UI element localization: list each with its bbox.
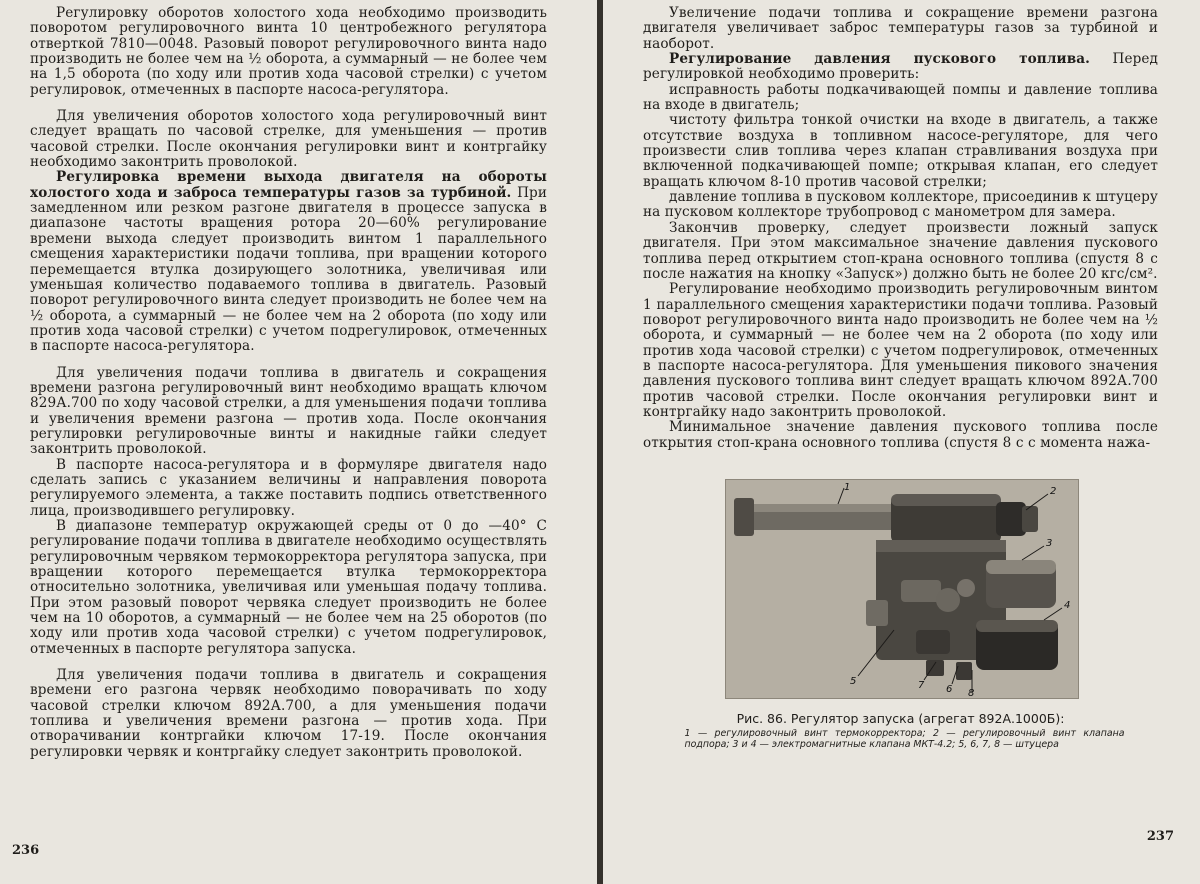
paragraph: Закончив проверку, следует произвести ложный запуск двигателя. При этом максимальное значение давления пускового топлива перед открытием стоп-крана основного топлива (спустя 8 с после нажатия на кнопку «Запуск») должно быть не более 20 кгс/см². [643,219,1158,282]
callout-label: 7 [917,679,924,691]
paragraph: Регулирование необходимо производить регулировочным винтом 1 параллельного смещения характеристики подачи топлива. Разовый поворот регулировочного винта надо производить не более чем на ½ оборота, и суммарный — не более чем на 2 оборота (по ходу или против хода часовой стрелки) с учетом подрегулировок, отмеченных в паспорте насоса-регулятора. Для уменьшения пикового значения давления пускового топлива винт следует вращать ключом 892А.700 против часовой стрелки. После окончания регулировки винт и контргайку надо законтрить проволокой. [643,281,1158,420]
paragraph: чистоту фильтра тонкой очистки на входе в двигатель, а также отсутствие воздуха в топливном насосе-регуляторе, для чего произвести слив топлива через клапан стравливания воздуха при включенной подкачивающей помпе; открывая клапан, его следует вращать ключом 8-10 против часовой стрелки; [643,112,1158,190]
paragraph: Минимальное значение давления пускового топлива после открытия стоп-крана основного топлива (спустя 8 с с момента нажа- [643,419,1158,451]
paragraph: Для увеличения подачи топлива в двигатель и сокращения времени разгона регулировочный винт необходимо вращать ключом 829А.700 по ходу часовой стрелки, а для уменьшения подачи топлива и увеличения времени разгона — против хода. После окончания регулировки регулировочные винты и накидные гайки следует законтрить проволокой. [30,364,547,458]
callout-label: 2 [1049,485,1056,497]
right-page [603,0,1200,884]
callout-label: 4 [1063,599,1070,611]
page-number: 237 [1146,829,1174,844]
callout-label: 3 [1045,537,1052,549]
starter-regulator-illustration [726,480,1078,698]
figure-legend: 1 — регулировочный винт термокорректора; 2 — регулировочный винт клапана подпора; 3 и 4 — электромагнитные клапана МКТ-4.2; 5, 6, 7, 8 — штуцера [684,727,1125,750]
figure-caption: Рис. 86. Регулятор запуска (агрегат 892А.1000Б): [736,710,1065,726]
figure [684,479,1125,750]
paragraph: Увеличение подачи топлива и сокращение времени разгона двигателя увеличивает заброс температуры газов за турбиной и наоборот. [643,5,1158,52]
regulator-photo [725,479,1079,699]
paragraph: Регулировку оборотов холостого хода необходимо производить поворотом регулировочного винта 10 центробежного регулятора отверткой 7810—0048. Разовый поворот регулировочного винта надо производить не более чем на ½ оборота, а суммарный — не более чем на 1,5 оборота (по ходу или против хода часовой стрелки) с учетом регулировок, отмеченных в паспорте насоса-регулятора. [30,5,547,98]
paragraph [643,52,1158,83]
paragraph: давление топлива в пусковом коллекторе, присоединив к штуцеру на пусковом коллекторе трубопровод с манометром для замера. [643,189,1158,221]
section-heading: Регулировка времени выхода двигателя на обороты холостого хода и заброса температуры газов за турбиной. [30,169,547,201]
paragraph: исправность работы подкачивающей помпы и давление топлива на входе в двигатель; [643,81,1158,114]
paragraph-text: При замедленном или резком разгоне двигателя в процессе запуска в диапазоне частоты вращения ротора 20—60% регулирование времени выхода следует производить винтом 1 параллельного смещения характеристики подачи топлива, при вращении которого перемещается втулка дозирующего золотника, увеличивая или уменьшая количество подаваемого топлива в двигатель. Разовый поворот регулировочного винта следует производить не более чем на ½ оборота, а суммарный — не более чем на 2 оборота (по ходу или против хода часовой стрелки) с учетом подрегулировок, отмеченных в паспорте насоса-регулятора. [30,184,547,355]
paragraph-text: Перед регулировкой необходимо проверить: [643,51,1158,83]
left-page [0,0,597,884]
callout-label: 8 [967,687,974,698]
paragraph: В диапазоне температур окружающей среды от 0 до —40° С регулирование подачи топлива в двигателе необходимо осуществлять регулировочным червяком термокорректора регулятора запуска, при вращении которого перемещается втулка термокорректора относительно золотника, увеличивая или уменьшая подачу топлива. При этом разовый поворот червяка следует производить не более чем на 10 оборотов, а суммарный — не более чем на 25 оборотов (по ходу или против хода часовой стрелки) с учетом подрегулировок, отмеченных в паспорте регулятора запуска. [30,518,547,657]
section-heading: Регулирование давления пускового топлива. [669,51,1090,68]
paragraph: Для увеличения подачи топлива в двигатель и сокращения времени его разгона червяк необходимо поворачивать по ходу часовой стрелки ключом 892А.700, а для уменьшения подачи топлива и увеличения времени разгона — против хода. При отворачивании контргайки ключом 17-19. После окончания регулировки червяк и контргайку следует законтрить проволокой. [30,667,547,760]
paragraph: Для увеличения оборотов холостого хода регулировочный винт следует вращать по часовой стрелке, для уменьшения — против часовой стрелки. После окончания регулировки винт и контргайку необходимо законтрить проволокой. [30,108,547,171]
callout-label: 6 [945,683,952,695]
paragraph [30,170,547,354]
callout-label: 1 [843,481,850,493]
callout-label: 5 [849,675,856,687]
page-number: 236 [12,843,40,858]
paragraph: В паспорте насоса-регулятора и в формуляре двигателя надо сделать запись с указанием величины и направления поворота регулируемого элемента, а также поставить подпись ответственного лица, производившего регулировку. [30,456,547,519]
